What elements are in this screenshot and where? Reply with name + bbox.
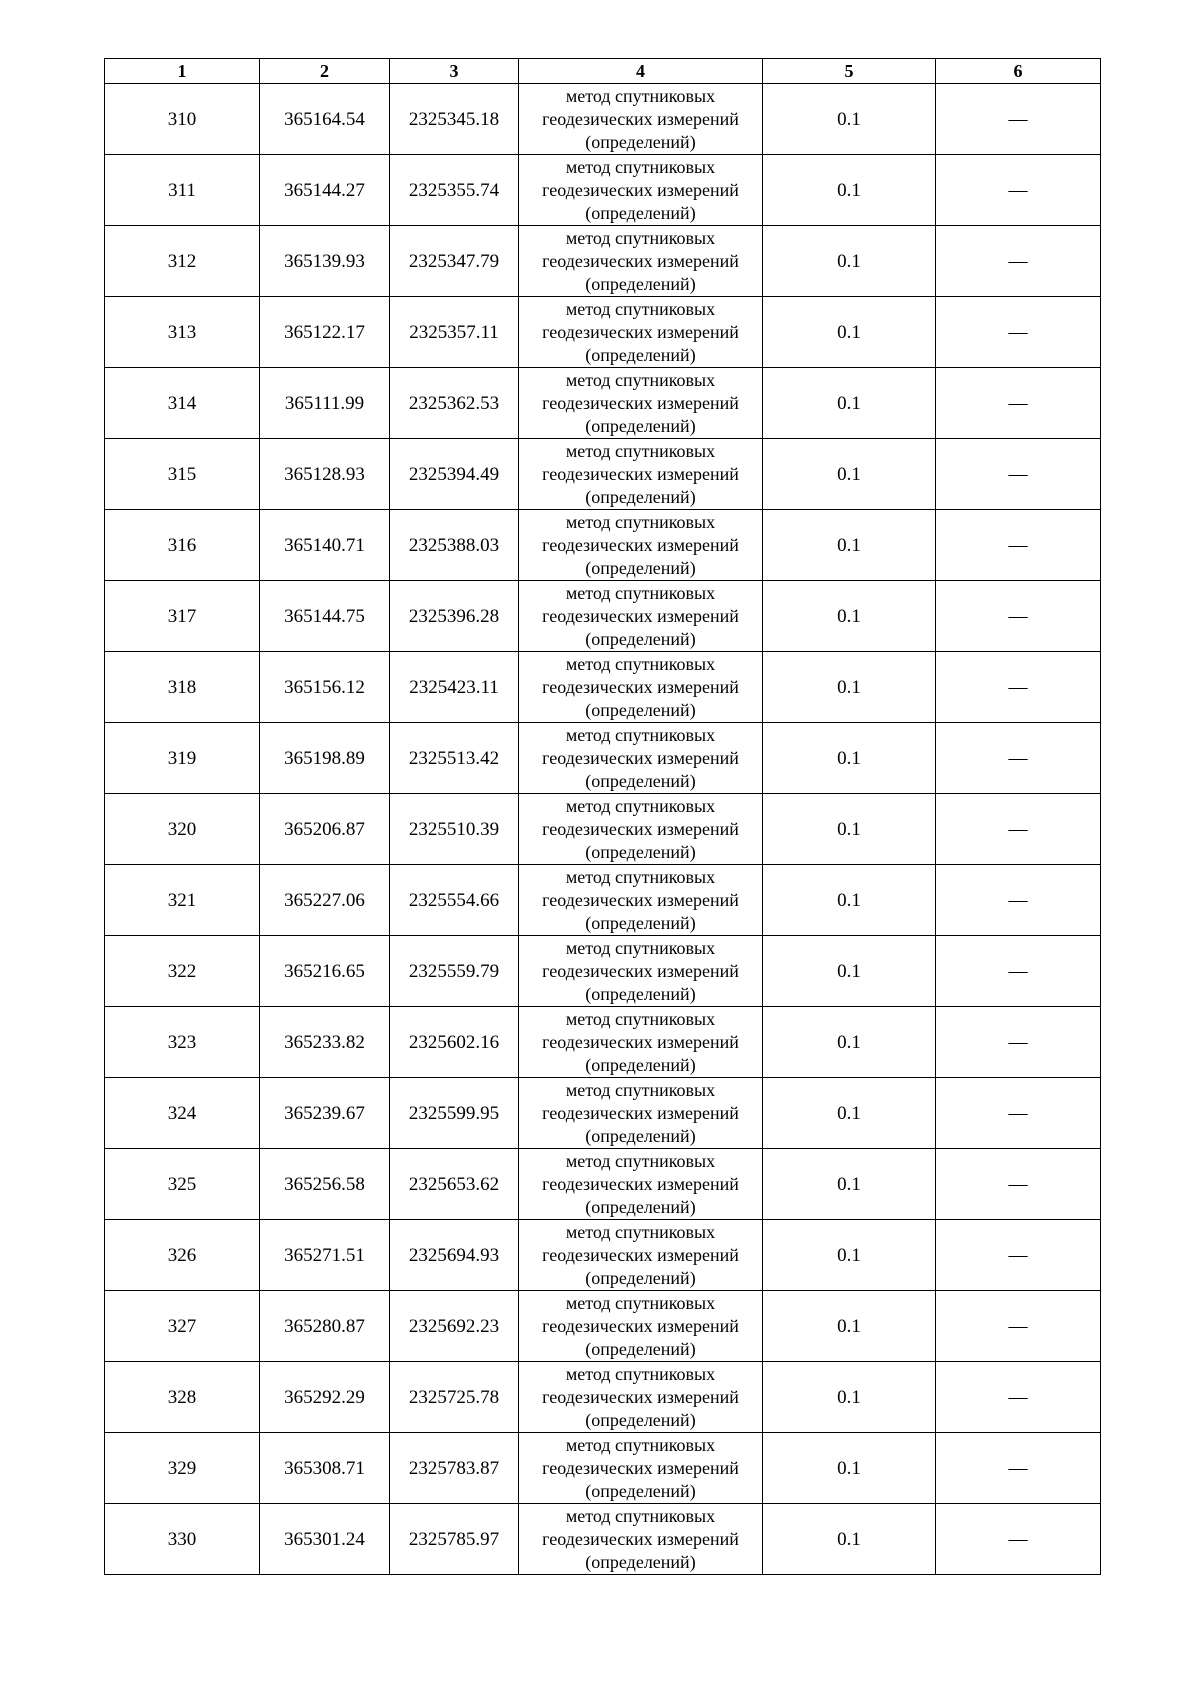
accuracy-cell: 0.1 <box>763 1504 936 1575</box>
method-cell: метод спутниковых геодезических измерений (определений) <box>519 439 763 510</box>
point-number-cell: 329 <box>105 1433 260 1504</box>
coordinate-x-cell: 365292.29 <box>260 1362 390 1433</box>
table-row <box>105 1433 1101 1504</box>
coordinate-x-cell: 365139.93 <box>260 226 390 297</box>
coordinate-x-cell: 365271.51 <box>260 1220 390 1291</box>
accuracy-cell: 0.1 <box>763 581 936 652</box>
coordinate-y-cell: 2325357.11 <box>390 297 519 368</box>
point-number-cell: 326 <box>105 1220 260 1291</box>
note-cell: — <box>936 936 1101 1007</box>
table-row <box>105 723 1101 794</box>
coordinate-x-cell: 365216.65 <box>260 936 390 1007</box>
method-cell: метод спутниковых геодезических измерений (определений) <box>519 1007 763 1078</box>
point-number-cell: 321 <box>105 865 260 936</box>
table-row <box>105 1078 1101 1149</box>
coordinate-y-cell: 2325345.18 <box>390 84 519 155</box>
accuracy-cell: 0.1 <box>763 84 936 155</box>
coordinate-y-cell: 2325554.66 <box>390 865 519 936</box>
point-number-cell: 324 <box>105 1078 260 1149</box>
table-row <box>105 865 1101 936</box>
coordinate-y-cell: 2325783.87 <box>390 1433 519 1504</box>
point-number-cell: 322 <box>105 936 260 1007</box>
coordinate-y-cell: 2325396.28 <box>390 581 519 652</box>
note-cell: — <box>936 794 1101 865</box>
method-cell: метод спутниковых геодезических измерений (определений) <box>519 865 763 936</box>
coordinate-y-cell: 2325513.42 <box>390 723 519 794</box>
method-cell: метод спутниковых геодезических измерений (определений) <box>519 1078 763 1149</box>
point-number-cell: 314 <box>105 368 260 439</box>
table-row <box>105 1007 1101 1078</box>
accuracy-cell: 0.1 <box>763 1433 936 1504</box>
method-cell: метод спутниковых геодезических измерений (определений) <box>519 226 763 297</box>
table-row <box>105 155 1101 226</box>
coordinate-y-cell: 2325423.11 <box>390 652 519 723</box>
method-cell: метод спутниковых геодезических измерений (определений) <box>519 155 763 226</box>
method-cell: метод спутниковых геодезических измерений (определений) <box>519 1291 763 1362</box>
table-row <box>105 510 1101 581</box>
accuracy-cell: 0.1 <box>763 1362 936 1433</box>
accuracy-cell: 0.1 <box>763 865 936 936</box>
note-cell: — <box>936 1433 1101 1504</box>
note-cell: — <box>936 1291 1101 1362</box>
coordinate-x-cell: 365140.71 <box>260 510 390 581</box>
coordinate-x-cell: 365144.75 <box>260 581 390 652</box>
coordinates-table <box>104 58 1101 1575</box>
coordinate-y-cell: 2325692.23 <box>390 1291 519 1362</box>
method-cell: метод спутниковых геодезических измерений (определений) <box>519 936 763 1007</box>
accuracy-cell: 0.1 <box>763 794 936 865</box>
coordinate-x-cell: 365239.67 <box>260 1078 390 1149</box>
table-header <box>105 59 1101 84</box>
coordinate-x-cell: 365156.12 <box>260 652 390 723</box>
point-number-cell: 325 <box>105 1149 260 1220</box>
point-number-cell: 319 <box>105 723 260 794</box>
point-number-cell: 323 <box>105 1007 260 1078</box>
note-cell: — <box>936 1220 1101 1291</box>
coordinate-y-cell: 2325510.39 <box>390 794 519 865</box>
coordinate-y-cell: 2325599.95 <box>390 1078 519 1149</box>
header-col-1: 1 <box>105 59 260 84</box>
accuracy-cell: 0.1 <box>763 297 936 368</box>
header-col-6: 6 <box>936 59 1101 84</box>
accuracy-cell: 0.1 <box>763 368 936 439</box>
table-row <box>105 1220 1101 1291</box>
coordinate-y-cell: 2325394.49 <box>390 439 519 510</box>
method-cell: метод спутниковых геодезических измерений (определений) <box>519 1149 763 1220</box>
table-row <box>105 1291 1101 1362</box>
accuracy-cell: 0.1 <box>763 1149 936 1220</box>
point-number-cell: 313 <box>105 297 260 368</box>
note-cell: — <box>936 581 1101 652</box>
header-col-3: 3 <box>390 59 519 84</box>
note-cell: — <box>936 1007 1101 1078</box>
coordinate-x-cell: 365206.87 <box>260 794 390 865</box>
table-row <box>105 297 1101 368</box>
method-cell: метод спутниковых геодезических измерений (определений) <box>519 510 763 581</box>
table-row <box>105 794 1101 865</box>
point-number-cell: 317 <box>105 581 260 652</box>
table-row <box>105 1504 1101 1575</box>
coordinate-x-cell: 365122.17 <box>260 297 390 368</box>
coordinate-x-cell: 365280.87 <box>260 1291 390 1362</box>
coordinate-x-cell: 365198.89 <box>260 723 390 794</box>
coordinate-y-cell: 2325785.97 <box>390 1504 519 1575</box>
coordinate-y-cell: 2325559.79 <box>390 936 519 1007</box>
accuracy-cell: 0.1 <box>763 510 936 581</box>
note-cell: — <box>936 368 1101 439</box>
note-cell: — <box>936 652 1101 723</box>
coordinate-y-cell: 2325355.74 <box>390 155 519 226</box>
note-cell: — <box>936 865 1101 936</box>
note-cell: — <box>936 226 1101 297</box>
accuracy-cell: 0.1 <box>763 1007 936 1078</box>
accuracy-cell: 0.1 <box>763 1220 936 1291</box>
point-number-cell: 316 <box>105 510 260 581</box>
note-cell: — <box>936 1149 1101 1220</box>
accuracy-cell: 0.1 <box>763 723 936 794</box>
method-cell: метод спутниковых геодезических измерений (определений) <box>519 652 763 723</box>
point-number-cell: 320 <box>105 794 260 865</box>
coordinate-x-cell: 365308.71 <box>260 1433 390 1504</box>
method-cell: метод спутниковых геодезических измерений (определений) <box>519 368 763 439</box>
point-number-cell: 312 <box>105 226 260 297</box>
method-cell: метод спутниковых геодезических измерений (определений) <box>519 1433 763 1504</box>
method-cell: метод спутниковых геодезических измерений (определений) <box>519 297 763 368</box>
accuracy-cell: 0.1 <box>763 936 936 1007</box>
coordinate-x-cell: 365227.06 <box>260 865 390 936</box>
method-cell: метод спутниковых геодезических измерений (определений) <box>519 1362 763 1433</box>
note-cell: — <box>936 1504 1101 1575</box>
point-number-cell: 327 <box>105 1291 260 1362</box>
table-body <box>105 84 1101 1575</box>
accuracy-cell: 0.1 <box>763 155 936 226</box>
header-col-5: 5 <box>763 59 936 84</box>
table-row <box>105 652 1101 723</box>
point-number-cell: 311 <box>105 155 260 226</box>
accuracy-cell: 0.1 <box>763 439 936 510</box>
coordinate-x-cell: 365111.99 <box>260 368 390 439</box>
method-cell: метод спутниковых геодезических измерений (определений) <box>519 84 763 155</box>
method-cell: метод спутниковых геодезических измерений (определений) <box>519 794 763 865</box>
note-cell: — <box>936 297 1101 368</box>
method-cell: метод спутниковых геодезических измерений (определений) <box>519 723 763 794</box>
note-cell: — <box>936 84 1101 155</box>
coordinate-x-cell: 365301.24 <box>260 1504 390 1575</box>
accuracy-cell: 0.1 <box>763 1291 936 1362</box>
coordinate-y-cell: 2325362.53 <box>390 368 519 439</box>
coordinate-y-cell: 2325653.62 <box>390 1149 519 1220</box>
table-row <box>105 439 1101 510</box>
table-row <box>105 936 1101 1007</box>
coordinate-x-cell: 365256.58 <box>260 1149 390 1220</box>
header-col-4: 4 <box>519 59 763 84</box>
point-number-cell: 330 <box>105 1504 260 1575</box>
coordinate-x-cell: 365233.82 <box>260 1007 390 1078</box>
coordinate-x-cell: 365164.54 <box>260 84 390 155</box>
header-col-2: 2 <box>260 59 390 84</box>
table-row <box>105 368 1101 439</box>
table-row <box>105 84 1101 155</box>
header-row <box>105 59 1101 84</box>
note-cell: — <box>936 510 1101 581</box>
table-row <box>105 1149 1101 1220</box>
coordinate-y-cell: 2325694.93 <box>390 1220 519 1291</box>
method-cell: метод спутниковых геодезических измерений (определений) <box>519 1504 763 1575</box>
table-row <box>105 226 1101 297</box>
accuracy-cell: 0.1 <box>763 1078 936 1149</box>
coordinate-y-cell: 2325347.79 <box>390 226 519 297</box>
accuracy-cell: 0.1 <box>763 226 936 297</box>
note-cell: — <box>936 155 1101 226</box>
coordinate-x-cell: 365144.27 <box>260 155 390 226</box>
point-number-cell: 315 <box>105 439 260 510</box>
method-cell: метод спутниковых геодезических измерений (определений) <box>519 1220 763 1291</box>
coordinate-y-cell: 2325602.16 <box>390 1007 519 1078</box>
point-number-cell: 310 <box>105 84 260 155</box>
coordinate-x-cell: 365128.93 <box>260 439 390 510</box>
accuracy-cell: 0.1 <box>763 652 936 723</box>
method-cell: метод спутниковых геодезических измерений (определений) <box>519 581 763 652</box>
point-number-cell: 318 <box>105 652 260 723</box>
note-cell: — <box>936 723 1101 794</box>
coordinate-y-cell: 2325388.03 <box>390 510 519 581</box>
point-number-cell: 328 <box>105 1362 260 1433</box>
table-row <box>105 581 1101 652</box>
note-cell: — <box>936 1078 1101 1149</box>
note-cell: — <box>936 439 1101 510</box>
coordinate-y-cell: 2325725.78 <box>390 1362 519 1433</box>
note-cell: — <box>936 1362 1101 1433</box>
table-row <box>105 1362 1101 1433</box>
